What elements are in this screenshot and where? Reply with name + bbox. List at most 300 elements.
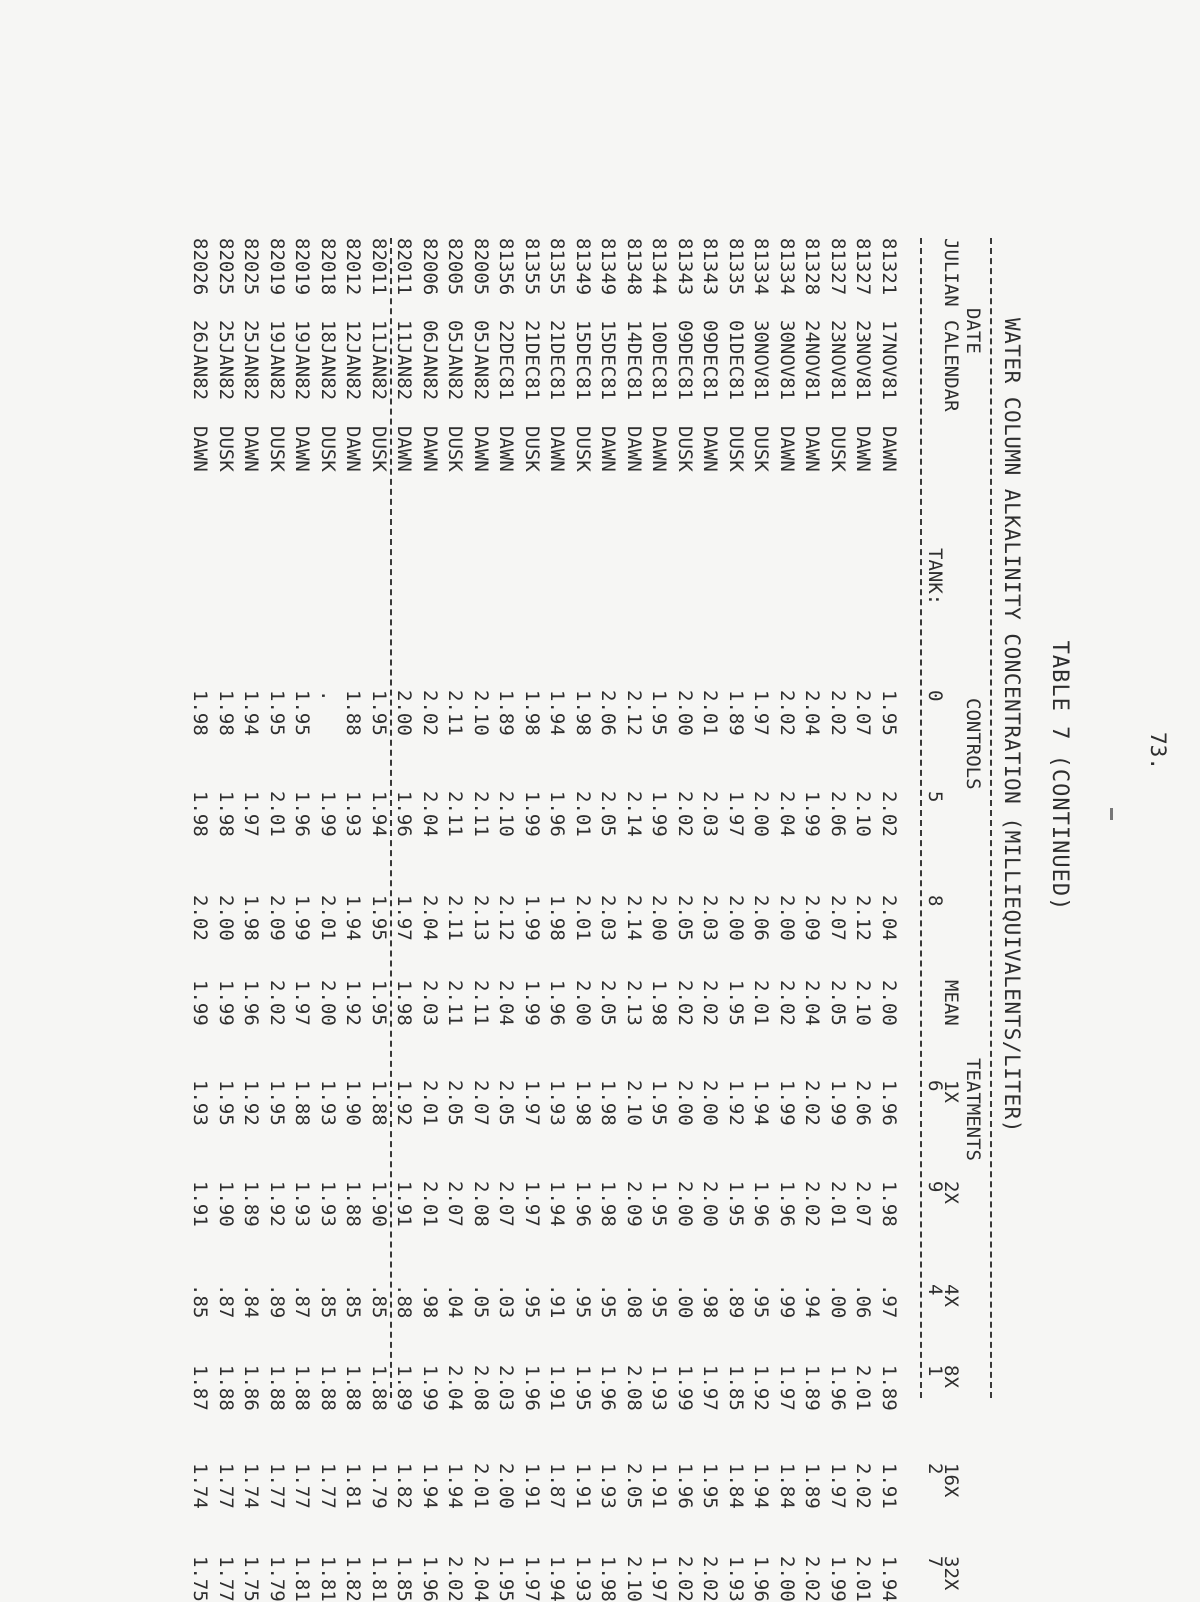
tank-7-value: 1.77 [215, 1556, 237, 1602]
tank-4-value: .88 [393, 1284, 416, 1319]
tank-4-value: .08 [623, 1284, 645, 1319]
table-row [849, 238, 875, 1602]
tank-2-value: 1.82 [393, 1463, 416, 1509]
tank-5-value: 2.04 [776, 791, 798, 837]
tank-5-value: 1.98 [189, 791, 212, 837]
tank-7-value: 1.99 [827, 1556, 849, 1602]
tank-2-value: 1.77 [291, 1463, 314, 1509]
tank-9-value: 1.92 [266, 1181, 288, 1227]
controls-mean-value: 2.02 [674, 980, 696, 1026]
time-of-day: DUSK [827, 426, 849, 472]
tank-4-value: .85 [189, 1284, 212, 1319]
tank-1-value: 1.89 [801, 1365, 824, 1411]
controls-mean-value: 2.03 [419, 980, 441, 1026]
calendar-date: 01DEC81 [725, 320, 747, 401]
julian-date: 82011 [393, 238, 416, 296]
tank-4-value: .89 [266, 1284, 288, 1319]
dashed-rule-header [920, 238, 922, 1398]
tank-1-value: 1.99 [674, 1365, 696, 1411]
tank-8-value: 2.03 [699, 895, 722, 941]
controls-mean-value: 2.05 [597, 980, 620, 1026]
controls-mean-value: 2.11 [444, 980, 467, 1026]
tank-6-value: 1.94 [750, 1080, 773, 1126]
tank-1-value: 2.08 [623, 1365, 645, 1411]
tank-8-value: 2.00 [776, 895, 798, 941]
tank-6-value: 1.92 [725, 1080, 747, 1126]
tank-4-value: .00 [827, 1284, 849, 1319]
tank-7-value: 2.04 [470, 1556, 492, 1602]
tank-7-value: 2.02 [444, 1556, 467, 1602]
controls-mean-value: 1.95 [725, 980, 747, 1026]
controls-mean-value: 2.00 [572, 980, 594, 1026]
tank-4-value: .06 [852, 1284, 875, 1319]
tank-9-value: 1.94 [546, 1181, 569, 1227]
page-number: 73. [1146, 732, 1170, 770]
tank-5-value: 2.02 [674, 791, 696, 837]
table-row [416, 238, 442, 1602]
tank-9-value: 1.93 [317, 1181, 339, 1227]
tank-0-value: 1.95 [368, 690, 390, 736]
julian-date: 82025 [240, 238, 263, 296]
tank-8-value: 2.00 [725, 895, 747, 941]
tank-1-value: 2.08 [470, 1365, 492, 1411]
tank-4-value: .87 [215, 1284, 237, 1319]
table-row [824, 238, 850, 1602]
time-of-day: DUSK [725, 426, 747, 472]
controls-mean-value: 2.00 [878, 980, 900, 1026]
tank-5-value: 2.00 [750, 791, 773, 837]
table-row [237, 238, 263, 1602]
tank-0-value: 1.94 [240, 690, 263, 736]
table-row [875, 238, 901, 1602]
julian-date: 81355 [521, 238, 543, 296]
calendar-date: 11JAN82 [393, 320, 416, 401]
tank-7-value: 1.98 [597, 1556, 620, 1602]
tank-2-value: 1.94 [419, 1463, 441, 1509]
calendar-date: 24NOV81 [801, 320, 824, 401]
tank-0-value: 1.95 [291, 690, 314, 736]
tank-number-row [922, 238, 946, 1568]
tank-4-value: .94 [801, 1284, 824, 1319]
tank-6: 6 [924, 1080, 946, 1092]
tank-4-value: .97 [878, 1284, 900, 1319]
tank-2-value: 1.91 [521, 1463, 543, 1509]
col-label-32x: 32X [940, 1556, 962, 1591]
table-row [620, 238, 646, 1602]
tank-6-value: 2.00 [674, 1080, 696, 1126]
table-row [543, 238, 569, 1602]
tank-0-value: 1.95 [266, 690, 288, 736]
time-of-day: DAWN [419, 426, 441, 472]
tank-0-value: 2.00 [393, 690, 416, 736]
table-row [339, 238, 365, 1602]
julian-date: 81355 [546, 238, 569, 296]
time-of-day: DAWN [597, 426, 620, 472]
tank-0-value: 2.10 [470, 690, 492, 736]
tank-6-value: 2.07 [470, 1080, 492, 1126]
time-of-day: DUSK [444, 426, 467, 472]
tank-1-value: 1.86 [240, 1365, 263, 1411]
controls-mean-value: 1.99 [189, 980, 212, 1026]
calendar-date: 30NOV81 [776, 320, 798, 401]
controls-mean-value: 2.04 [495, 980, 518, 1026]
controls-mean-value: 1.96 [546, 980, 569, 1026]
tank-9-value: 1.89 [240, 1181, 263, 1227]
tank-5-value: 2.04 [419, 791, 441, 837]
tank-9-value: 2.07 [444, 1181, 467, 1227]
tank-0-value: 1.88 [342, 690, 365, 736]
tank-5-value: 1.98 [215, 791, 237, 837]
calendar-date: 09DEC81 [699, 320, 722, 401]
tank-7-value: 1.93 [572, 1556, 594, 1602]
tank-1-value: 1.88 [215, 1365, 237, 1411]
tank-7-value: 1.96 [419, 1556, 441, 1602]
controls-mean-value: 1.95 [368, 980, 390, 1026]
calendar-date: 30NOV81 [750, 320, 773, 401]
tank-9-value: 1.95 [648, 1181, 671, 1227]
tank-2-value: 1.94 [444, 1463, 467, 1509]
tank-8-value: 2.11 [444, 895, 467, 941]
tank-6-value: 2.02 [801, 1080, 824, 1126]
tank-7-value: 1.94 [546, 1556, 569, 1602]
tank-1-value: 1.88 [317, 1365, 339, 1411]
tank-9-value: 2.07 [495, 1181, 518, 1227]
tank-9-value: 2.09 [623, 1181, 645, 1227]
tank-4-value: .84 [240, 1284, 263, 1319]
controls-mean-value: 1.99 [521, 980, 543, 1026]
tank-1-value: 1.88 [291, 1365, 314, 1411]
tank-7-value: 1.96 [750, 1556, 773, 1602]
time-of-day: DUSK [317, 426, 339, 472]
time-of-day: DUSK [266, 426, 288, 472]
col-label-calendar: CALENDAR [940, 320, 962, 412]
tank-9-value: 2.00 [699, 1181, 722, 1227]
tank-7-value: 1.75 [240, 1556, 263, 1602]
tank-6-value: 1.93 [317, 1080, 339, 1126]
tank-6-value: 1.97 [521, 1080, 543, 1126]
julian-date: 82019 [291, 238, 314, 296]
tank-0-value: 1.98 [521, 690, 543, 736]
calendar-date: 26JAN82 [189, 320, 212, 401]
tank-5-value: 2.10 [852, 791, 875, 837]
tank-0-value: 2.06 [597, 690, 620, 736]
tank-5-value: 2.02 [878, 791, 900, 837]
tank-7-value: 2.00 [776, 1556, 798, 1602]
tank-1-value: 1.96 [521, 1365, 543, 1411]
table-subtitle: WATER COLUMN ALKALINITY CONCENTRATION (MILLIEQUIVALENTS/LITER) [1000, 318, 1024, 1133]
tank-7-value: 2.10 [623, 1556, 645, 1602]
controls-mean-value: 1.97 [291, 980, 314, 1026]
tank-9-value: 1.98 [878, 1181, 900, 1227]
tank-1-value: 1.97 [776, 1365, 798, 1411]
time-of-day: DUSK [750, 426, 773, 472]
calendar-date: 11JAN82 [368, 320, 390, 401]
table-row [365, 238, 391, 1602]
table-row [773, 238, 799, 1602]
calendar-date: 23NOV81 [852, 320, 875, 401]
tank-7-value: 1.85 [393, 1556, 416, 1602]
julian-date: 81334 [750, 238, 773, 296]
controls-mean-value: 2.00 [317, 980, 339, 1026]
table-row [518, 238, 544, 1602]
tank-4-value: .95 [597, 1284, 620, 1319]
tank-8-value: 1.98 [546, 895, 569, 941]
tank-5-value: 1.96 [546, 791, 569, 837]
tank-8-value: 2.01 [317, 895, 339, 941]
col-label-2x: 2X [940, 1181, 962, 1204]
tank-4-value: .95 [521, 1284, 543, 1319]
tank-6-value: 1.93 [189, 1080, 212, 1126]
tank-0-value: 1.95 [878, 690, 900, 736]
tank-6-value: 1.98 [597, 1080, 620, 1126]
tank-9-value: 1.98 [597, 1181, 620, 1227]
tank-2-value: 1.74 [189, 1463, 212, 1509]
tank-5-value: 2.10 [495, 791, 518, 837]
calendar-date: 17NOV81 [878, 320, 900, 401]
calendar-date: 10DEC81 [648, 320, 671, 401]
tank-1-value: 1.99 [419, 1365, 441, 1411]
tank-6-value: 1.92 [393, 1080, 416, 1126]
calendar-date: 05JAN82 [470, 320, 492, 401]
tank-9-value: 2.08 [470, 1181, 492, 1227]
tank-8-value: 2.00 [215, 895, 237, 941]
table-row [569, 238, 595, 1602]
tank-1-value: 1.96 [827, 1365, 849, 1411]
julian-date: 81335 [725, 238, 747, 296]
treatments-group-label: TEATMENTS [962, 1058, 984, 1161]
tank-7-value: 1.93 [725, 1556, 747, 1602]
tank-7-value: 1.82 [342, 1556, 365, 1602]
tank-2-value: 1.96 [674, 1463, 696, 1509]
table-row [263, 238, 289, 1602]
controls-mean-value: 2.11 [470, 980, 492, 1026]
time-of-day: DUSK [215, 426, 237, 472]
tank-7-value: 1.81 [368, 1556, 390, 1602]
calendar-date: 06JAN82 [419, 320, 441, 401]
tank-1-value: 1.93 [648, 1365, 671, 1411]
julian-date: 81344 [648, 238, 671, 296]
tank-9-value: 2.07 [852, 1181, 875, 1227]
tank-1-value: 2.01 [852, 1365, 875, 1411]
tank-0-value: 1.89 [725, 690, 747, 736]
table-row [288, 238, 314, 1602]
table-title: TABLE 7 (CONTINUED) [1047, 640, 1072, 912]
tank-2-value: 1.81 [342, 1463, 365, 1509]
julian-date: 81348 [623, 238, 645, 296]
table-row [492, 238, 518, 1602]
tank-4-value: .95 [750, 1284, 773, 1319]
julian-date: 81343 [699, 238, 722, 296]
tank-8-value: 2.12 [495, 895, 518, 941]
tank-9-value: 1.90 [368, 1181, 390, 1227]
tank-0-value: 1.98 [189, 690, 212, 736]
tank-4-value: .85 [342, 1284, 365, 1319]
tank-8-value: 2.01 [572, 895, 594, 941]
tank-2-value: 2.05 [623, 1463, 645, 1509]
tank-8-value: 1.99 [291, 895, 314, 941]
time-of-day: DAWN [852, 426, 875, 472]
calendar-date: 15DEC81 [597, 320, 620, 401]
tank-5-value: 2.11 [444, 791, 467, 837]
tank-8-value: 1.95 [368, 895, 390, 941]
julian-date: 81343 [674, 238, 696, 296]
tank-4-value: .95 [572, 1284, 594, 1319]
tank-8-value: 2.04 [878, 895, 900, 941]
julian-date: 82019 [266, 238, 288, 296]
tank-8-value: 2.00 [648, 895, 671, 941]
tank-2-value: 1.95 [699, 1463, 722, 1509]
tank-9-value: 1.93 [291, 1181, 314, 1227]
julian-date: 81327 [827, 238, 849, 296]
time-of-day: DAWN [342, 426, 365, 472]
tank-2-value: 2.02 [852, 1463, 875, 1509]
tank-9-value: 1.88 [342, 1181, 365, 1227]
tank-8-value: 2.06 [750, 895, 773, 941]
tank-2-value: 2.00 [495, 1463, 518, 1509]
time-of-day: DUSK [521, 426, 543, 472]
time-of-day: DAWN [699, 426, 722, 472]
tank-5-value: 1.94 [368, 791, 390, 837]
tank-7-value: 1.94 [878, 1556, 900, 1602]
tank-9-value: 2.01 [827, 1181, 849, 1227]
tank-6-value: 2.10 [623, 1080, 645, 1126]
rotated-table [172, 28, 1132, 1602]
tank-6-value: 1.88 [368, 1080, 390, 1126]
julian-date: 82026 [189, 238, 212, 296]
table-row [186, 238, 212, 1602]
julian-date: 82011 [368, 238, 390, 296]
tank-9-value: 1.95 [725, 1181, 747, 1227]
tank-0: 0 [924, 690, 946, 702]
tank-7-value: 1.81 [291, 1556, 314, 1602]
tank-2-value: 1.77 [266, 1463, 288, 1509]
time-of-day: DAWN [801, 426, 824, 472]
tank-0-value: . [317, 690, 339, 702]
tank-0-value: 2.11 [444, 690, 467, 736]
time-of-day: DUSK [572, 426, 594, 472]
tank-1-value: 1.85 [725, 1365, 747, 1411]
tank-1: 1 [924, 1365, 946, 1377]
time-of-day: DAWN [393, 426, 416, 472]
tank-9-value: 1.91 [189, 1181, 212, 1227]
controls-mean-value: 2.02 [266, 980, 288, 1026]
tank-9-value: 1.97 [521, 1181, 543, 1227]
tank-4-value: .99 [776, 1284, 798, 1319]
table-row [747, 238, 773, 1602]
tank-6-value: 1.90 [342, 1080, 365, 1126]
calendar-date: 05JAN82 [444, 320, 467, 401]
tank-1-value: 1.88 [368, 1365, 390, 1411]
tank-7-value: 1.79 [266, 1556, 288, 1602]
table-row [212, 238, 238, 1602]
tank-9-value: 1.90 [215, 1181, 237, 1227]
tank-1-value: 1.97 [699, 1365, 722, 1411]
tank-2-value: 1.93 [597, 1463, 620, 1509]
time-of-day: DAWN [470, 426, 492, 472]
tank-6-value: 1.92 [240, 1080, 263, 1126]
tank-4-value: .87 [291, 1284, 314, 1319]
tank-1-value: 1.87 [189, 1365, 212, 1411]
tank-5-value: 1.96 [393, 791, 416, 837]
table-row [671, 238, 697, 1602]
table-row [798, 238, 824, 1602]
table-row [594, 238, 620, 1602]
julian-date: 82005 [444, 238, 467, 296]
calendar-date: 09DEC81 [674, 320, 696, 401]
col-label-8x: 8X [940, 1365, 962, 1388]
tank-6-value: 1.93 [546, 1080, 569, 1126]
tank-8-value: 1.99 [521, 895, 543, 941]
tank-2-value: 1.74 [240, 1463, 263, 1509]
julian-date: 81328 [801, 238, 824, 296]
controls-mean-value: 1.92 [342, 980, 365, 1026]
calendar-date: 22DEC81 [495, 320, 518, 401]
tank-1-value: 1.88 [266, 1365, 288, 1411]
table-row [722, 238, 748, 1602]
tank-2-value: 1.77 [215, 1463, 237, 1509]
tank-0-value: 2.01 [699, 690, 722, 736]
tank-1-value: 2.04 [444, 1365, 467, 1411]
julian-date: 81349 [572, 238, 594, 296]
tank-4: 4 [924, 1284, 946, 1296]
col-label-julian: JULIAN [940, 238, 962, 307]
julian-date: 81321 [878, 238, 900, 296]
tank-8-value: 2.09 [801, 895, 824, 941]
controls-mean-value: 2.02 [776, 980, 798, 1026]
time-of-day: DAWN [546, 426, 569, 472]
calendar-date: 25JAN82 [215, 320, 237, 401]
tank-5-value: 2.05 [597, 791, 620, 837]
tank-0-value: 2.02 [419, 690, 441, 736]
time-of-day: DAWN [291, 426, 314, 472]
tank-0-value: 1.95 [648, 690, 671, 736]
calendar-date: 21DEC81 [546, 320, 569, 401]
tank-8-value: 2.14 [623, 895, 645, 941]
tank-5-value: 1.99 [648, 791, 671, 837]
tank-9-value: 1.96 [750, 1181, 773, 1227]
tank-2-value: 1.91 [648, 1463, 671, 1509]
tank-6-value: 2.06 [852, 1080, 875, 1126]
calendar-date: 21DEC81 [521, 320, 543, 401]
tank-2-value: 1.87 [546, 1463, 569, 1509]
tank-7-value: 1.81 [317, 1556, 339, 1602]
tank-6-value: 2.05 [495, 1080, 518, 1126]
tank-4-value: .03 [495, 1284, 518, 1319]
tank-6-value: 1.95 [648, 1080, 671, 1126]
tank-5-value: 1.97 [725, 791, 747, 837]
time-of-day: DAWN [878, 426, 900, 472]
table-row [441, 238, 467, 1602]
calendar-date: 18JAN82 [317, 320, 339, 401]
tank-8-value: 1.98 [240, 895, 263, 941]
controls-mean-value: 1.98 [393, 980, 416, 1026]
julian-date: 82012 [342, 238, 365, 296]
col-label-4x: 4X [940, 1284, 962, 1307]
tank-5-value: 2.06 [827, 791, 849, 837]
tank-8: 8 [924, 895, 946, 907]
tank-6-value: 1.96 [878, 1080, 900, 1126]
tank-7-value: 1.95 [495, 1556, 518, 1602]
julian-date: 81334 [776, 238, 798, 296]
tank-5-value: 1.93 [342, 791, 365, 837]
tank-2-value: 1.77 [317, 1463, 339, 1509]
tank-6-value: 2.00 [699, 1080, 722, 1126]
julian-date: 82005 [470, 238, 492, 296]
tank-1-value: 1.91 [546, 1365, 569, 1411]
tank-1-value: 1.88 [342, 1365, 365, 1411]
tank-1-value: 1.96 [597, 1365, 620, 1411]
tank-5-value: 1.97 [240, 791, 263, 837]
